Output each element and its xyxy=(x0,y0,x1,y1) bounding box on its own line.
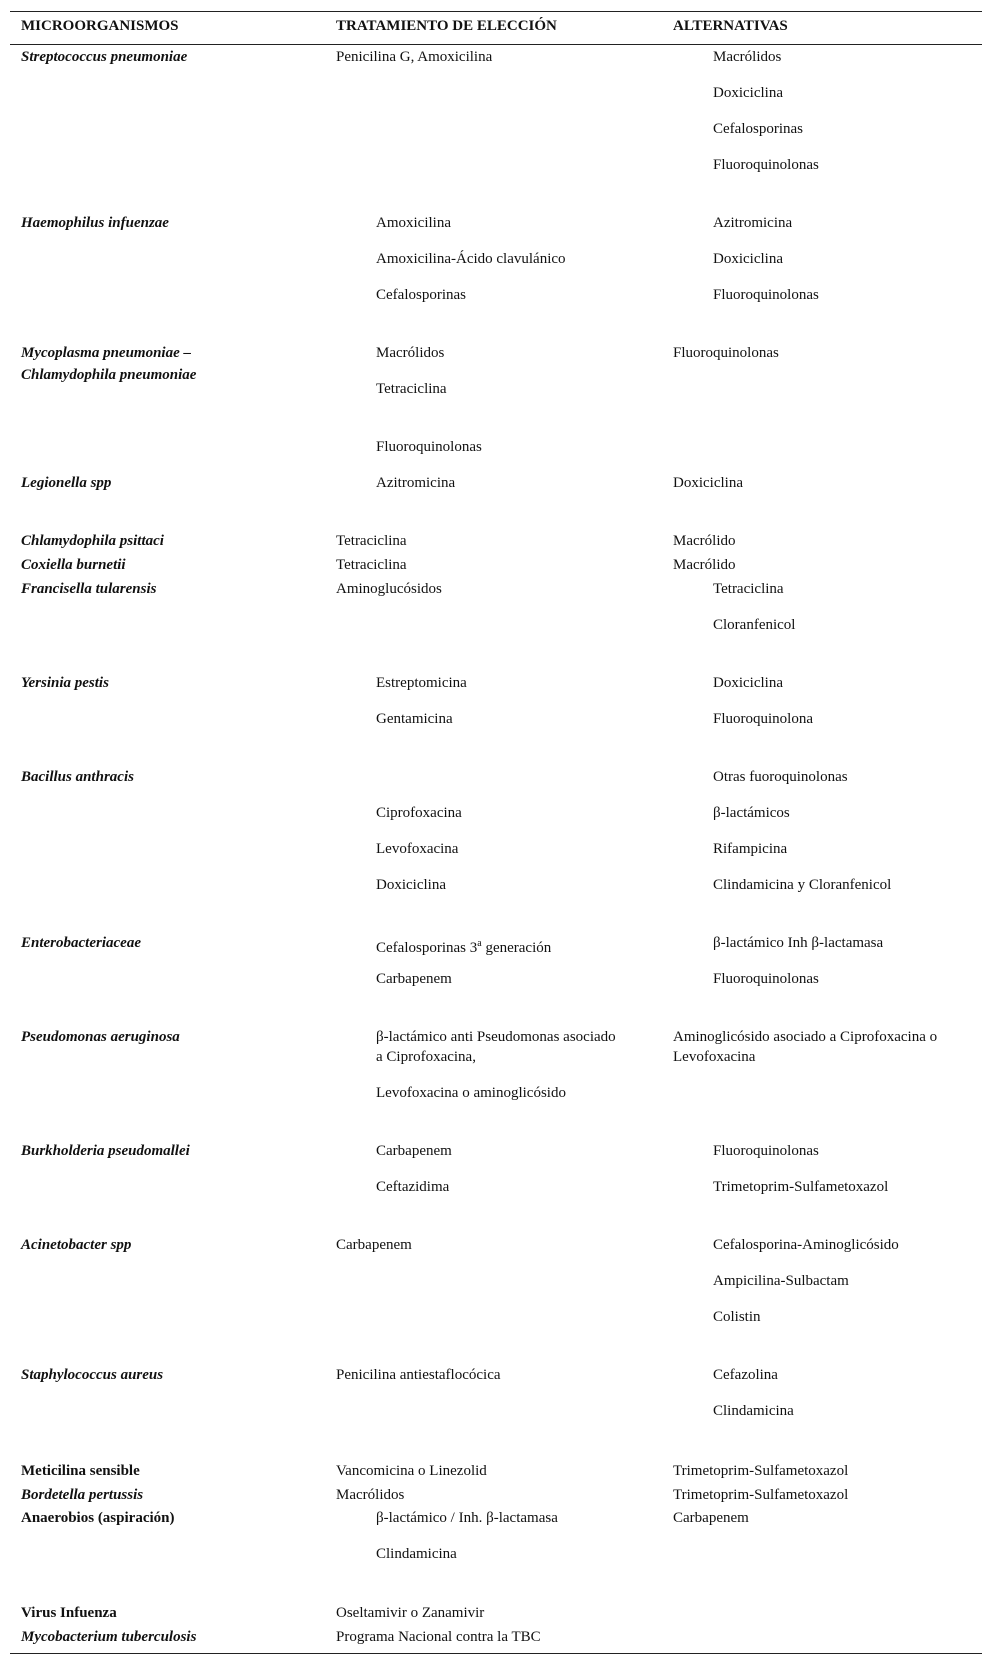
alternative-item: Fluoroquinolonas xyxy=(673,345,779,361)
superscript: a xyxy=(477,938,482,949)
alternative-item: Trimetoprim-Sulfametoxazol xyxy=(673,1463,849,1479)
alternative-item: Cefalosporina-Aminoglicósido xyxy=(713,1237,899,1253)
alternative-item: Rifampicina xyxy=(713,841,788,857)
treatment-item: Tetraciclina xyxy=(336,557,407,573)
organism-name: Burkholderia pseudomallei xyxy=(21,1143,190,1159)
organism-name: Staphylococcus aureus xyxy=(21,1367,164,1383)
treatment-item: Amoxicilina xyxy=(376,215,451,231)
organism-name-line2: Chlamydophila pneumoniae xyxy=(21,367,197,383)
organism-name: Chlamydophila psittaci xyxy=(21,533,164,549)
treatment-item: Programa Nacional contra la TBC xyxy=(336,1629,541,1645)
alternative-item: Doxiciclina xyxy=(673,475,743,491)
treatment-item: Carbapenem xyxy=(376,971,452,987)
organism-name: Coxiella burnetii xyxy=(21,557,126,573)
alternative-item: Levofoxacina xyxy=(673,1049,756,1065)
treatment-item: Carbapenem xyxy=(336,1237,412,1253)
treatment-item: Doxiciclina xyxy=(376,877,446,893)
treatment-item: a Ciprofoxacina, xyxy=(376,1049,476,1065)
alternative-item: Ampicilina-Sulbactam xyxy=(713,1273,849,1289)
alternative-item: Fluoroquinolonas xyxy=(713,287,819,303)
treatment-item: Levofoxacina xyxy=(376,841,459,857)
organism-name: Enterobacteriaceae xyxy=(21,935,141,951)
alternative-item: Carbapenem xyxy=(673,1510,749,1526)
organism-name: Acinetobacter spp xyxy=(21,1237,132,1253)
organism-name: Francisella tularensis xyxy=(21,581,157,597)
organism-name: Mycoplasma pneumoniae – xyxy=(21,345,192,361)
header-alternativas: ALTERNATIVAS xyxy=(673,18,788,34)
header-tratamiento: TRATAMIENTO DE ELECCIÓN xyxy=(336,18,557,34)
alternative-item: Tetraciclina xyxy=(713,581,784,597)
alternative-item: β-lactámicos xyxy=(713,805,790,821)
organism-name: Streptococcus pneumoniae xyxy=(21,49,188,65)
alternative-item: Colistin xyxy=(713,1309,761,1325)
alternative-item: Macrólidos xyxy=(713,49,782,65)
treatment-item: Azitromicina xyxy=(376,475,456,491)
treatment-item: Oseltamivir o Zanamivir xyxy=(336,1605,485,1621)
treatment-item: Vancomicina o Linezolid xyxy=(336,1463,487,1479)
treatment-item: Macrólidos xyxy=(376,345,445,361)
alternative-item: Fluoroquinolona xyxy=(713,711,813,727)
treatment-item: Carbapenem xyxy=(376,1143,452,1159)
alternative-item: Trimetoprim-Sulfametoxazol xyxy=(673,1487,849,1503)
table-bottom-rule xyxy=(10,1653,982,1654)
organism-name: Mycobacterium tuberculosis xyxy=(21,1629,197,1645)
treatment-item xyxy=(376,934,551,958)
treatment-item: Penicilina G, Amoxicilina xyxy=(336,49,493,65)
organism-name: Haemophilus infuenzae xyxy=(21,215,169,231)
organism-name: Meticilina sensible xyxy=(21,1463,140,1479)
table-top-rule xyxy=(10,11,982,12)
organism-name: Bordetella pertussis xyxy=(21,1487,144,1503)
alternative-item: Doxiciclina xyxy=(713,251,783,267)
organism-name: Legionella spp xyxy=(21,475,112,491)
header-microorganismos: MICROORGANISMOS xyxy=(21,18,179,34)
treatment-item: Cefalosporinas xyxy=(376,287,466,303)
treatment-item: Tetraciclina xyxy=(376,381,447,397)
alternative-item: Fluoroquinolonas xyxy=(713,1143,819,1159)
alternative-item: Cefazolina xyxy=(713,1367,778,1383)
treatment-item: Macrólidos xyxy=(336,1487,405,1503)
organism-name: Virus Infuenza xyxy=(21,1605,117,1621)
alternative-item: Doxiciclina xyxy=(713,675,783,691)
treatment-item: Clindamicina xyxy=(376,1546,457,1562)
treatment-item: Ceftazidima xyxy=(376,1179,450,1195)
alternative-item: β-lactámico Inh β-lactamasa xyxy=(713,935,884,951)
treatment-item: Ciprofoxacina xyxy=(376,805,462,821)
alternative-item: Azitromicina xyxy=(713,215,793,231)
treatment-item: β-lactámico / Inh. β-lactamasa xyxy=(376,1510,558,1526)
treatment-item: Levofoxacina o aminoglicósido xyxy=(376,1085,566,1101)
alternative-item: Trimetoprim-Sulfametoxazol xyxy=(713,1179,889,1195)
treatment-item: Amoxicilina-Ácido clavulánico xyxy=(376,251,566,267)
organism-name: Anaerobios (aspiración) xyxy=(21,1510,175,1526)
organism-name: Bacillus anthracis xyxy=(21,769,134,785)
alternative-item: Doxiciclina xyxy=(713,85,783,101)
treatment-item: β-lactámico anti Pseudomonas asociado xyxy=(376,1029,616,1045)
alternative-item: Clindamicina xyxy=(713,1403,794,1419)
alternative-item: Otras fuoroquinolonas xyxy=(713,769,848,785)
treatment-item: Estreptomicina xyxy=(376,675,467,691)
treatment-item: Gentamicina xyxy=(376,711,453,727)
treatment-item: Tetraciclina xyxy=(336,533,407,549)
header-rule xyxy=(10,44,982,45)
alternative-item: Macrólido xyxy=(673,557,736,573)
treatment-item: Penicilina antiestaflocócica xyxy=(336,1367,501,1383)
alternative-item: Aminoglicósido asociado a Ciprofoxacina o xyxy=(673,1029,938,1045)
alternative-item: Clindamicina y Cloranfenicol xyxy=(713,877,892,893)
alternative-item: Cefalosporinas xyxy=(713,121,803,137)
organism-name: Yersinia pestis xyxy=(21,675,109,691)
alternative-item: Fluoroquinolonas xyxy=(713,971,819,987)
treatment-item: Fluoroquinolonas xyxy=(376,439,482,455)
alternative-item: Macrólido xyxy=(673,533,736,549)
organism-name: Pseudomonas aeruginosa xyxy=(21,1029,180,1045)
treatment-text: Cefalosporinas 3 xyxy=(376,940,478,956)
alternative-item: Fluoroquinolonas xyxy=(713,157,819,173)
treatment-text-rest: generación xyxy=(481,940,552,956)
alternative-item: Cloranfenicol xyxy=(713,617,796,633)
treatment-item: Aminoglucósidos xyxy=(336,581,442,597)
